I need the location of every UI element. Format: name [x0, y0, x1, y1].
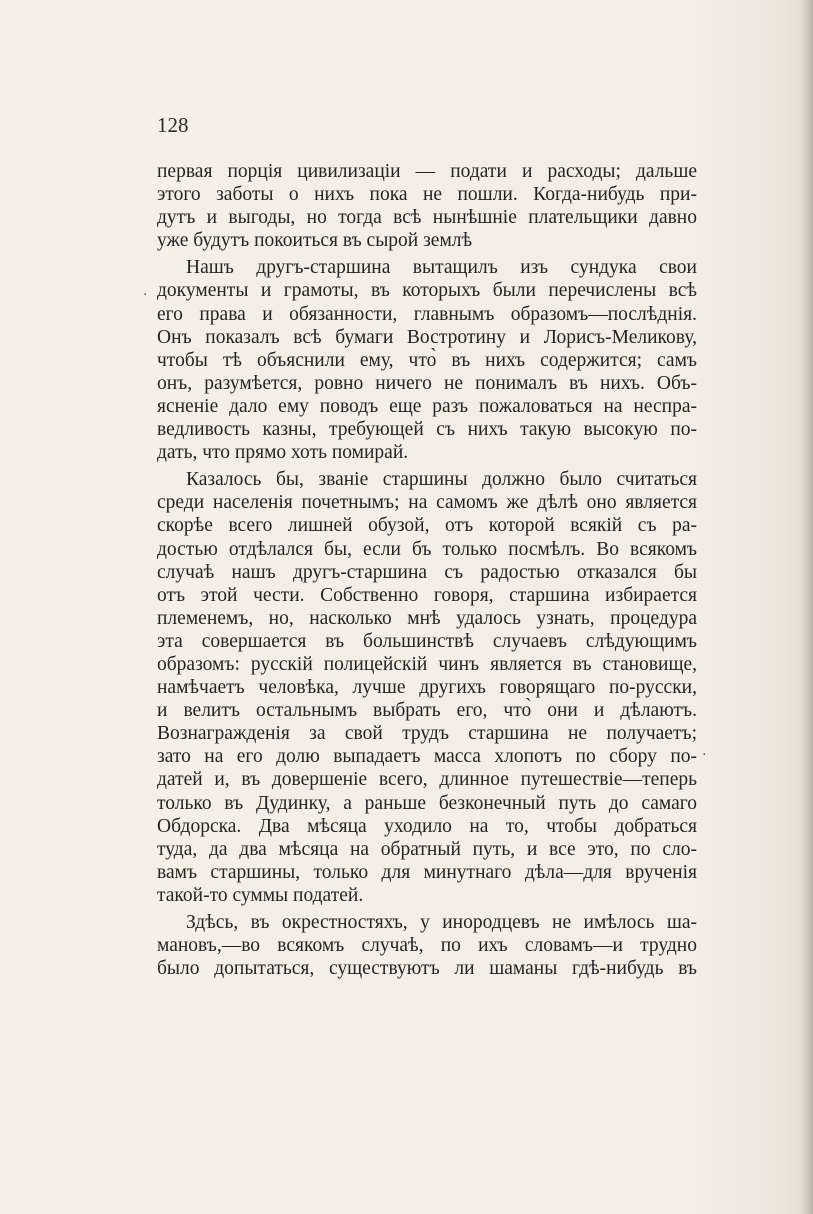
- text-line: вамъ старшины, только для минутнаго дѣла—для врученія: [157, 861, 697, 883]
- paragraph: [157, 911, 697, 980]
- text-line: Вознагражденія за свой трудъ старшина не получаетъ;: [157, 723, 697, 745]
- text-line: туда, да два мѣсяца на обратный путь, и все это, по сло-: [157, 838, 697, 860]
- text-line: чтобы тѣ объяснили ему, что̀ въ нихъ содержится; самъ: [157, 349, 697, 371]
- text-line: ясненіе дало ему поводъ еще разъ пожаловаться на неспра-: [157, 395, 697, 417]
- text-line: достью отдѣлался бы, если бъ только посмѣлъ. Во всякомъ: [157, 538, 697, 560]
- text-line: случаѣ нашъ другъ-старшина съ радостью отказался бы: [157, 561, 697, 583]
- text-line: дутъ и выгоды, но тогда всѣ нынѣшніе плательщики давно: [157, 207, 697, 229]
- text-line: только въ Дудинку, а раньше безконечный путь до самаго: [157, 792, 697, 814]
- paragraph: [157, 468, 697, 907]
- text-line: Онъ показалъ всѣ бумаги Востротину и Лорисъ-Меликову,: [157, 326, 697, 348]
- text-line: скорѣе всего лишней обузой, отъ которой всякій съ ра-: [157, 515, 697, 537]
- paragraph: [157, 256, 697, 464]
- page-number: 128: [157, 113, 189, 137]
- text-line: этого заботы о нихъ пока не пошли. Когда-нибудь при-: [157, 184, 697, 206]
- text-line: племенемъ, но, насколько мнѣ удалось узнать, процедура: [157, 607, 697, 629]
- text-line: Обдорска. Два мѣсяца уходило на то, чтобы добраться: [157, 815, 697, 837]
- text-line: уже будутъ покоиться въ сырой землѣ: [157, 230, 473, 252]
- text-line: образомъ: русскій полицейскій чинъ является въ становище,: [157, 653, 697, 675]
- text-line: и велитъ остальнымъ выбрать его, что̀ они и дѣлаютъ.: [157, 700, 697, 722]
- paragraph: [157, 160, 697, 252]
- text-line: онъ, разумѣется, ровно ничего не понималъ въ нихъ. Объ-: [157, 372, 697, 394]
- text-line: зато на его долю выпадаетъ масса хлопотъ по сбору по-: [157, 746, 697, 768]
- text-line: Нашъ другъ-старшина вытащилъ изъ сундука свои: [186, 257, 697, 279]
- text-line: мановъ,—во всякомъ случаѣ, по ихъ словамъ—и трудно: [157, 935, 697, 957]
- margin-tick-mark: ·: [702, 747, 707, 763]
- text-line: было допытаться, существуютъ ли шаманы гдѣ-нибудь въ: [157, 958, 697, 980]
- margin-tick-mark: ·: [143, 287, 148, 303]
- text-line: дать, что прямо хоть помирай.: [157, 442, 409, 464]
- text-line: эта совершается въ большинствѣ случаевъ слѣдующимъ: [157, 630, 697, 652]
- text-line: датей и, въ довершеніе всего, длинное путешествіе—теперь: [157, 769, 697, 791]
- text-line: первая порція цивилизаціи — подати и расходы; дальше: [157, 161, 697, 182]
- page-edge-shadow: [799, 0, 813, 1214]
- text-line: такой-то суммы податей.: [157, 884, 364, 906]
- text-line: среди населенія почетнымъ; на самомъ же дѣлѣ оно является: [157, 492, 697, 514]
- body-text: [157, 160, 697, 980]
- text-line: ведливость казны, требующей съ нихъ такую высокую по-: [157, 419, 697, 441]
- text-line: намѣчаетъ человѣка, лучше другихъ говорящаго по-русски,: [157, 677, 697, 699]
- text-line: отъ этой чести. Собственно говоря, старшина избирается: [157, 584, 697, 606]
- text-line: Здѣсь, въ окрестностяхъ, у инородцевъ не имѣлось ша-: [186, 912, 697, 933]
- text-line: документы и грамоты, въ которыхъ были перечислены всѣ: [157, 280, 697, 302]
- text-line: его права и обязанности, главнымъ образомъ—послѣднія.: [157, 303, 697, 325]
- text-line: Казалось бы, званіе старшины должно было считаться: [186, 469, 697, 491]
